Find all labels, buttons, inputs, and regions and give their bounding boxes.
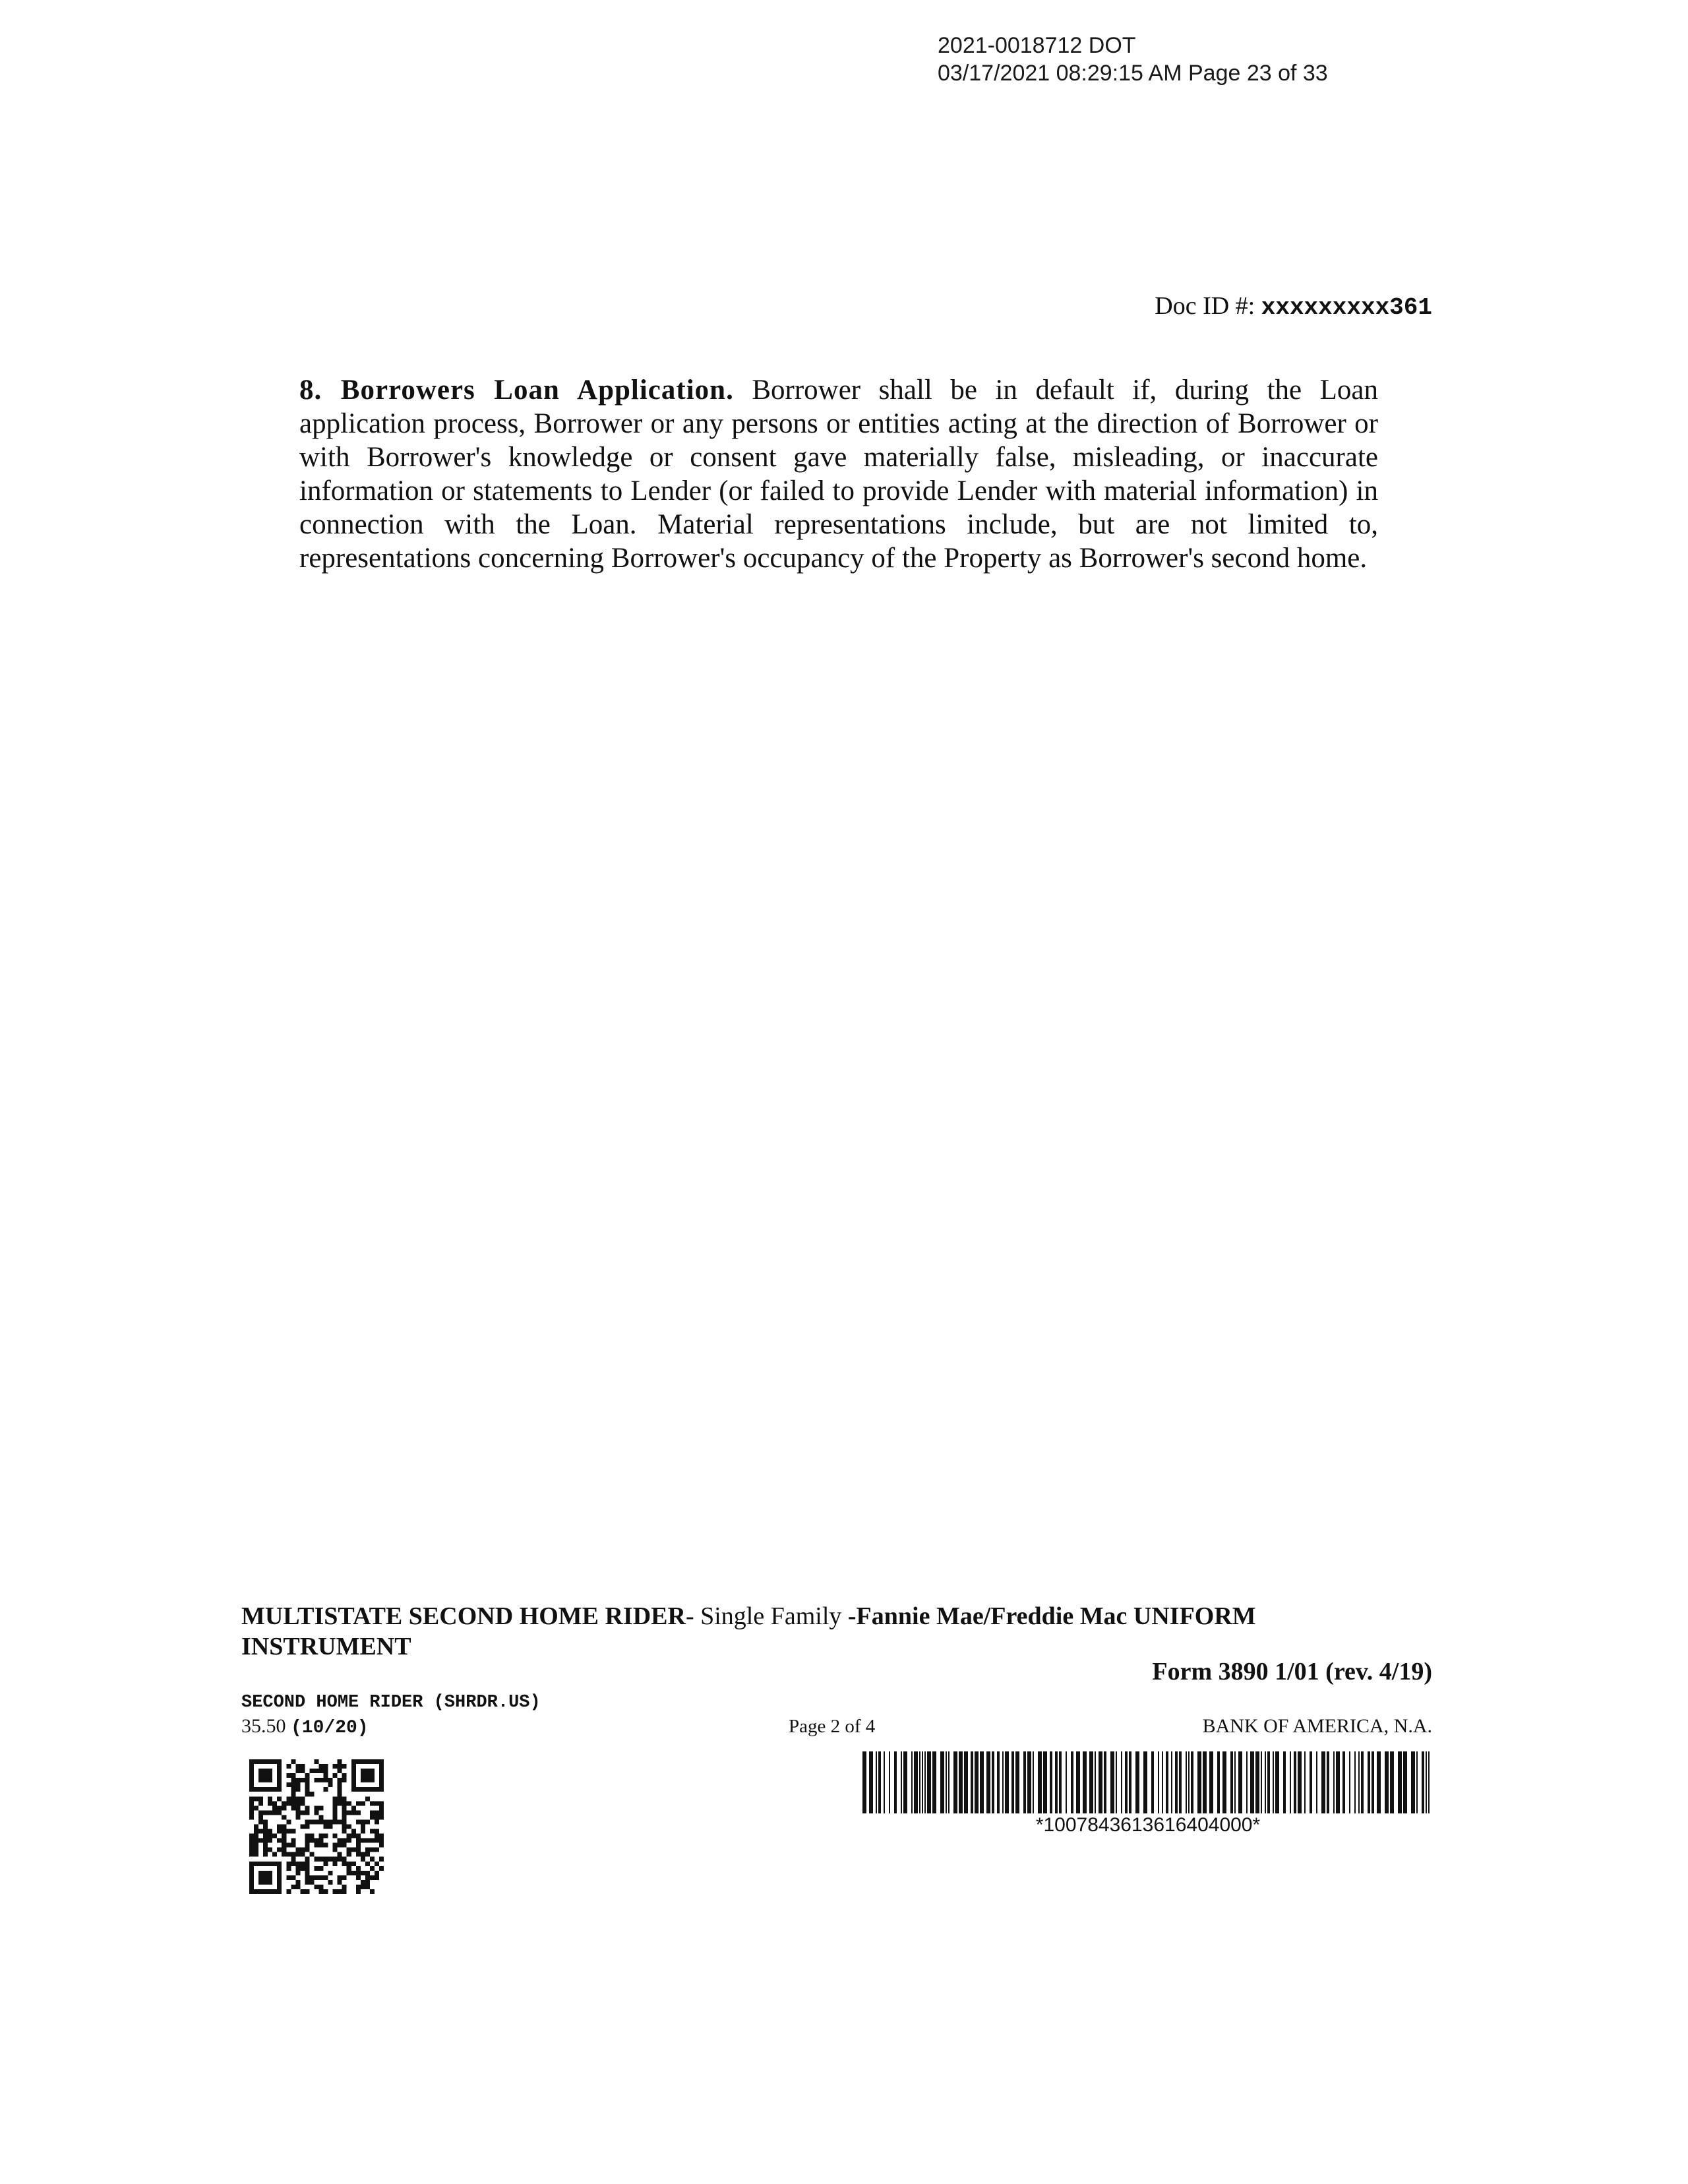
rider-code: SECOND HOME RIDER (SHRDR.US) (241, 1693, 541, 1713)
section-borrowers-loan-application (299, 373, 1378, 575)
footer-title-main: MULTISTATE SECOND HOME RIDER (241, 1602, 686, 1630)
version-date: (10/20) (291, 1718, 369, 1738)
section-heading: 8. Borrowers Loan Application. (299, 375, 734, 406)
version-number: 35.50 (241, 1715, 286, 1737)
form-number: Form 3890 1/01 (rev. 4/19) (1152, 1658, 1432, 1685)
doc-id-value: xxxxxxxxx361 (1261, 294, 1432, 321)
recording-timestamp-page: 03/17/2021 08:29:15 AM Page 23 of 33 (938, 61, 1328, 86)
recording-instrument-number: 2021-0018712 DOT (938, 33, 1136, 58)
qr-code-icon (249, 1759, 384, 1894)
section-body: Borrower shall be in default if, during the Loan application process, Borrower or any persons or entities acting at the direction of Borrower or with Borrower's knowledge or consent gave materially false, misleading, or inaccurate information or statements to Lender (or failed to provide Lender with material information) in connection with the Loan. Material representations include, but are not limited to, representations concerning Borrower's occupancy of the Property as Borrower's second home. (299, 375, 1378, 574)
form-version (241, 1714, 369, 1740)
footer-title-uniform: -Fannie Mae/Freddie Mac UNIFORM INSTRUMENT (241, 1602, 1256, 1660)
barcode-icon (862, 1751, 1433, 1813)
page-number: Page 2 of 4 (789, 1716, 876, 1737)
footer-title (241, 1601, 1362, 1662)
doc-id (1155, 290, 1432, 324)
barcode-number: *1007843613616404000* (1035, 1814, 1261, 1836)
lender-name: BANK OF AMERICA, N.A. (1202, 1715, 1432, 1737)
doc-id-label: Doc ID #: (1155, 292, 1255, 320)
footer-title-family: - Single Family (685, 1602, 848, 1630)
recording-stamp (938, 32, 1328, 87)
